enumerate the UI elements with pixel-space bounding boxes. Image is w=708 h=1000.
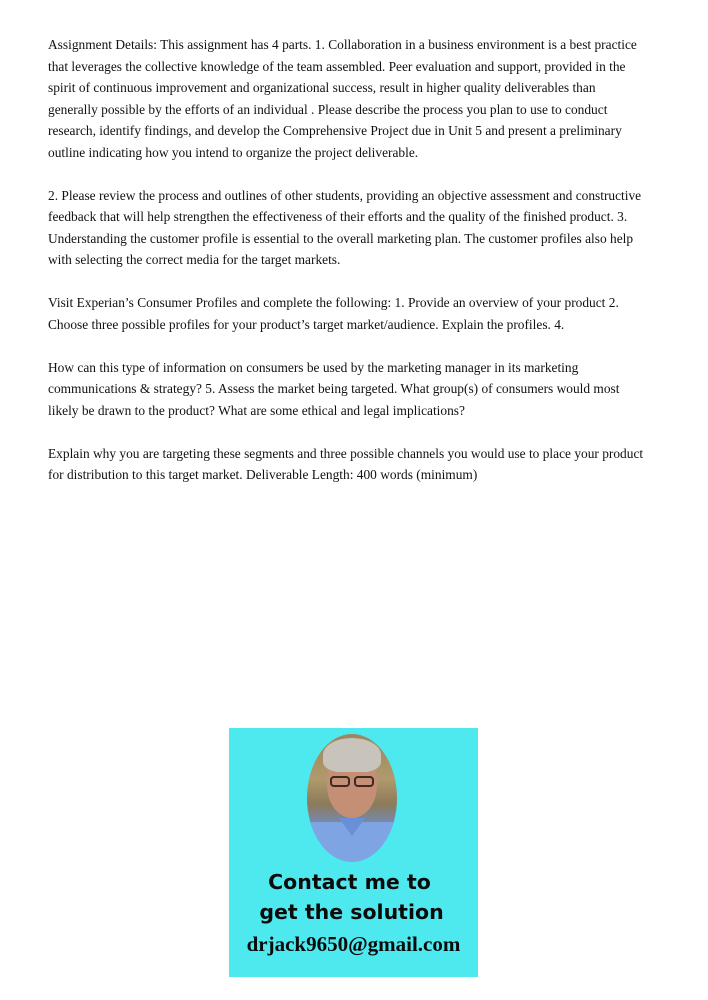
promo-headline-line2: get the solution [259, 900, 444, 924]
hair-shape [323, 738, 381, 772]
assignment-document [48, 34, 648, 507]
promo-headline-line1: Contact me to [268, 870, 431, 894]
contact-email: drjack9650@gmail.com [246, 932, 461, 956]
paragraph-targeting-channels: Explain why you are targeting these segments and three possible channels you would use to place your product for distribution to this target market. Deliverable Length: 400 words (minimum) [48, 445, 644, 482]
portrait-photo [307, 734, 397, 862]
paragraph-assignment-details: Assignment Details: This assignment has 4 parts. 1. Collaboration in a business environment is a best practice that leverages the collective knowledge of the team assembled. Peer evaluation and support, provided in the spirit of continuous improvement and organizational success, result in higher quality deliverables than generally possible by the efforts of an individual . Please describe the process you plan to use to conduct research, identify findings, and develop the Comprehensive Project due in Unit 5 and present a preliminary outline indicating how you intend to organize the project deliverable. [48, 37, 637, 160]
contact-promo-banner [229, 728, 478, 977]
paragraph-marketing-use: How can this type of information on consumers be used by the marketing manager in its marketing communications & strategy? 5. Assess the market being targeted. What group(s) of consumers would most likely be drawn to the product? What are some ethical and legal implications? [48, 359, 620, 418]
paragraph-experian-profiles: Visit Experian’s Consumer Profiles and complete the following: 1. Provide an overview of your product 2. Choose three possible profiles for your product’s target market/audience. Explain the profiles. 4. [48, 295, 619, 332]
paragraph-peer-review: 2. Please review the process and outlines of other students, providing an objective assessment and constructive feedback that will help strengthen the effectiveness of their efforts and the quality of the finished product. 3. Understanding the customer profile is essential to the overall marketing plan. The customer profiles also help with selecting the correct media for the target markets. [48, 187, 642, 267]
glasses-icon [327, 776, 377, 788]
